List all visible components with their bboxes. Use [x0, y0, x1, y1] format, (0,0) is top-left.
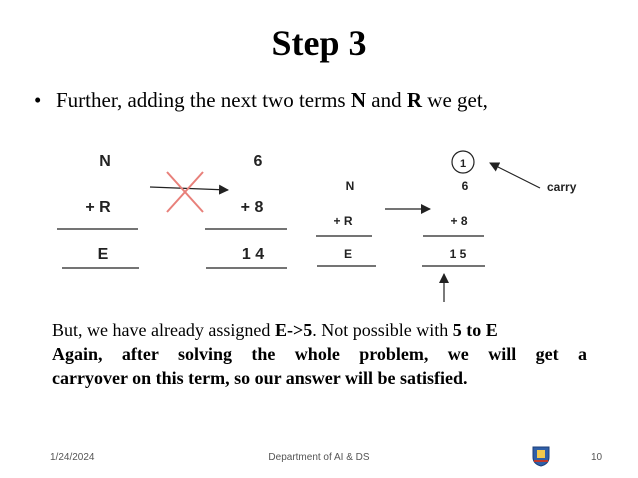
- right-sum-fifteen: 1 5: [449, 247, 467, 261]
- footer-page-number: 10: [591, 452, 603, 463]
- slide-title: Step 3: [271, 23, 367, 63]
- para-text-d: 5 to E: [452, 320, 498, 340]
- carry-arrow: [490, 163, 540, 188]
- bullet-middle: and: [366, 88, 407, 112]
- bullet-dot-icon: •: [34, 88, 42, 112]
- bullet-term-r: R: [406, 88, 423, 112]
- bullet-suffix: we get,: [422, 88, 488, 112]
- para-text-c: . Not possible with: [312, 320, 453, 340]
- footer-department: Department of AI & DS: [268, 452, 370, 463]
- explanation-paragraph: [52, 318, 587, 390]
- left-sum-e: E: [97, 246, 109, 263]
- para-text-a: But, we have already assigned: [52, 320, 275, 340]
- para-text-b: E->5: [274, 320, 313, 340]
- carry-digit: 1: [459, 158, 467, 170]
- right-sum-e: E: [343, 247, 353, 261]
- carry-label: carry: [547, 180, 577, 194]
- left-sum-six: 6: [253, 153, 263, 170]
- college-logo-icon: [531, 445, 551, 467]
- bullet-term-n: N: [350, 88, 367, 112]
- right-sum-plus-eight: + 8: [450, 214, 468, 228]
- paragraph-line-3: carryover on this term, so our answer will be satisfied.: [52, 368, 468, 388]
- left-sum-plus-eight: + 8: [240, 199, 264, 216]
- right-sum-six: 6: [461, 179, 469, 193]
- left-sum-fourteen: 1 4: [241, 246, 265, 263]
- right-sum-n: N: [345, 179, 355, 193]
- paragraph-line-2: Again, after solving the whole problem, we will get a: [52, 344, 587, 364]
- right-sum-plus-r: + R: [333, 214, 353, 228]
- cross-icon: [167, 172, 203, 212]
- footer-date: 1/24/2024: [50, 452, 95, 463]
- bullet-prefix: Further, adding the next two terms: [56, 88, 351, 112]
- paragraph-line-1: [52, 318, 587, 342]
- left-sum-plus-r: + R: [85, 199, 111, 216]
- left-sum-n: N: [99, 153, 111, 170]
